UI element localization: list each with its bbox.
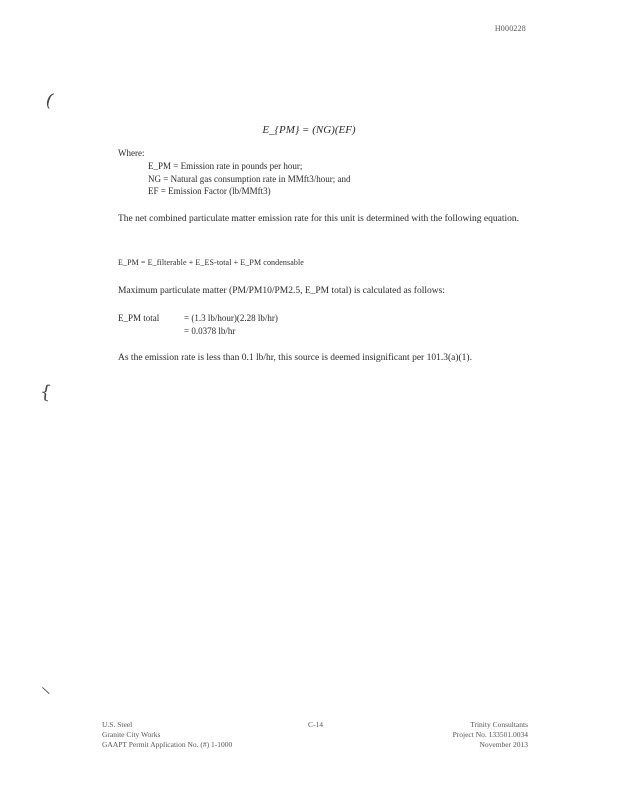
margin-mark: {	[38, 381, 53, 404]
footer-line: GAAPT Permit Application No. (#) 1-1000	[102, 740, 233, 749]
where-label: Where:	[118, 148, 145, 158]
footer-line: November 2013	[479, 740, 528, 749]
footer-right	[453, 720, 528, 750]
paragraph: As the emission rate is less than 0.1 lb/hr, this source is deemed insignificant per 101.3(a)(1).	[118, 353, 472, 363]
footer-line: Project No. 133501.0034	[452, 730, 528, 739]
margin-mark: (	[42, 89, 57, 112]
margin-mark: \	[40, 683, 51, 698]
paragraph: Maximum particulate matter (PM/PM10/PM2.5, E_PM total) is calculated as follows:	[118, 286, 445, 296]
calculation-lines	[184, 312, 278, 337]
definition-item: NG = Natural gas consumption rate in MMft3/hour; and	[148, 173, 351, 184]
calculation-line: = 0.0378 lb/hr	[184, 325, 236, 336]
paragraph: The net combined particulate matter emission rate for this unit is determined with the following equation.	[118, 214, 520, 224]
calculation-line: = (1.3 lb/hour)(2.28 lb/hr)	[184, 313, 278, 323]
emission-equation: E_{PM} = (NG)(EF)	[262, 124, 356, 136]
footer-line: Granite City Works	[102, 730, 161, 739]
document-id: H000228	[494, 24, 526, 33]
footer-left	[102, 720, 232, 750]
page-number: C-14	[308, 720, 323, 729]
footer-line: Trinity Consultants	[470, 720, 528, 729]
footer-line: U.S. Steel	[102, 720, 133, 729]
definition-item: EF = Emission Factor (lb/MMft3)	[148, 186, 271, 196]
definitions-list	[148, 160, 351, 198]
sum-equation: E_PM = E_filterable + E_ES-total + E_PM condensable	[118, 258, 304, 267]
definition-item: E_PM = Emission rate in pounds per hour;	[148, 161, 303, 171]
calculation-label: E_PM total	[118, 313, 160, 323]
